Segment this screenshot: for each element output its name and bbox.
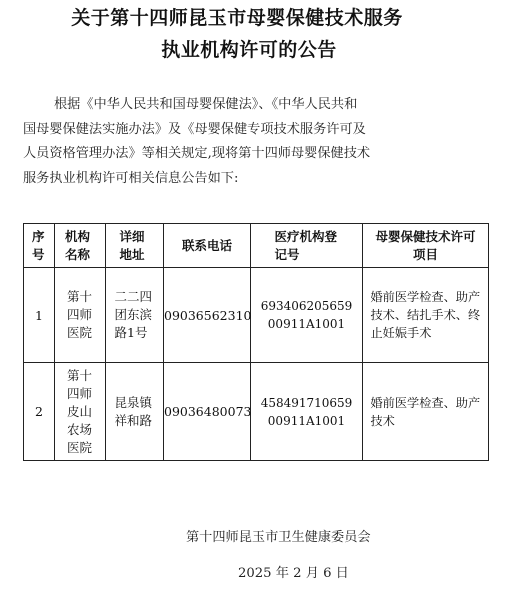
notice-paragraph xyxy=(23,93,493,191)
paragraph-line: 根据《中华人民共和国母婴保健法》、《中华人民共和 xyxy=(54,97,358,112)
table-row xyxy=(24,363,489,461)
header-serial: 序号 xyxy=(24,224,55,268)
header-address: 详细地址 xyxy=(106,224,164,268)
cell-items: 婚前医学检查、助产技术、结扎手术、终止妊娠手术 xyxy=(363,268,489,363)
cell-name: 第十四师皮山农场医院 xyxy=(55,363,106,461)
institution-table xyxy=(23,223,489,461)
notice-title-line-2: 执业机构许可的公告 xyxy=(161,39,337,61)
table-row xyxy=(24,268,489,363)
issuing-organization: 第十四师昆玉市卫生健康委员会 xyxy=(186,530,371,545)
notice-title-line-1: 关于第十四师昆玉市母婴保健技术服务 xyxy=(71,7,403,29)
cell-serial: 2 xyxy=(24,363,55,461)
paragraph-line: 服务执业机构许可相关信息公告如下: xyxy=(23,170,239,186)
header-reg-no: 医疗机构登记号 xyxy=(251,224,363,268)
paragraph-line: 人员资格管理办法》等相关规定,现将第十四师母婴保健技术 xyxy=(23,146,371,161)
cell-name: 第十四师医院 xyxy=(55,268,106,363)
cell-address: 二二四团东滨路1号 xyxy=(106,268,164,363)
header-items: 母婴保健技术许可项目 xyxy=(363,224,489,268)
cell-reg-no: 45849171065900911A1001 xyxy=(251,363,363,461)
cell-phone: 09036480073 xyxy=(164,363,251,461)
cell-reg-no: 69340620565900911A1001 xyxy=(251,268,363,363)
header-phone: 联系电话 xyxy=(164,224,251,268)
cell-items: 婚前医学检查、助产技术 xyxy=(363,363,489,461)
table-header-row xyxy=(24,224,489,268)
cell-phone: 09036562310 xyxy=(164,268,251,363)
header-name: 机构名称 xyxy=(55,224,106,268)
paragraph-line: 国母婴保健法实施办法》及《母婴保健专项技术服务许可及 xyxy=(23,121,366,137)
issue-date: 2025 年 2 月 6 日 xyxy=(238,566,349,581)
cell-address: 昆泉镇祥和路 xyxy=(106,363,164,461)
cell-serial: 1 xyxy=(24,268,55,363)
